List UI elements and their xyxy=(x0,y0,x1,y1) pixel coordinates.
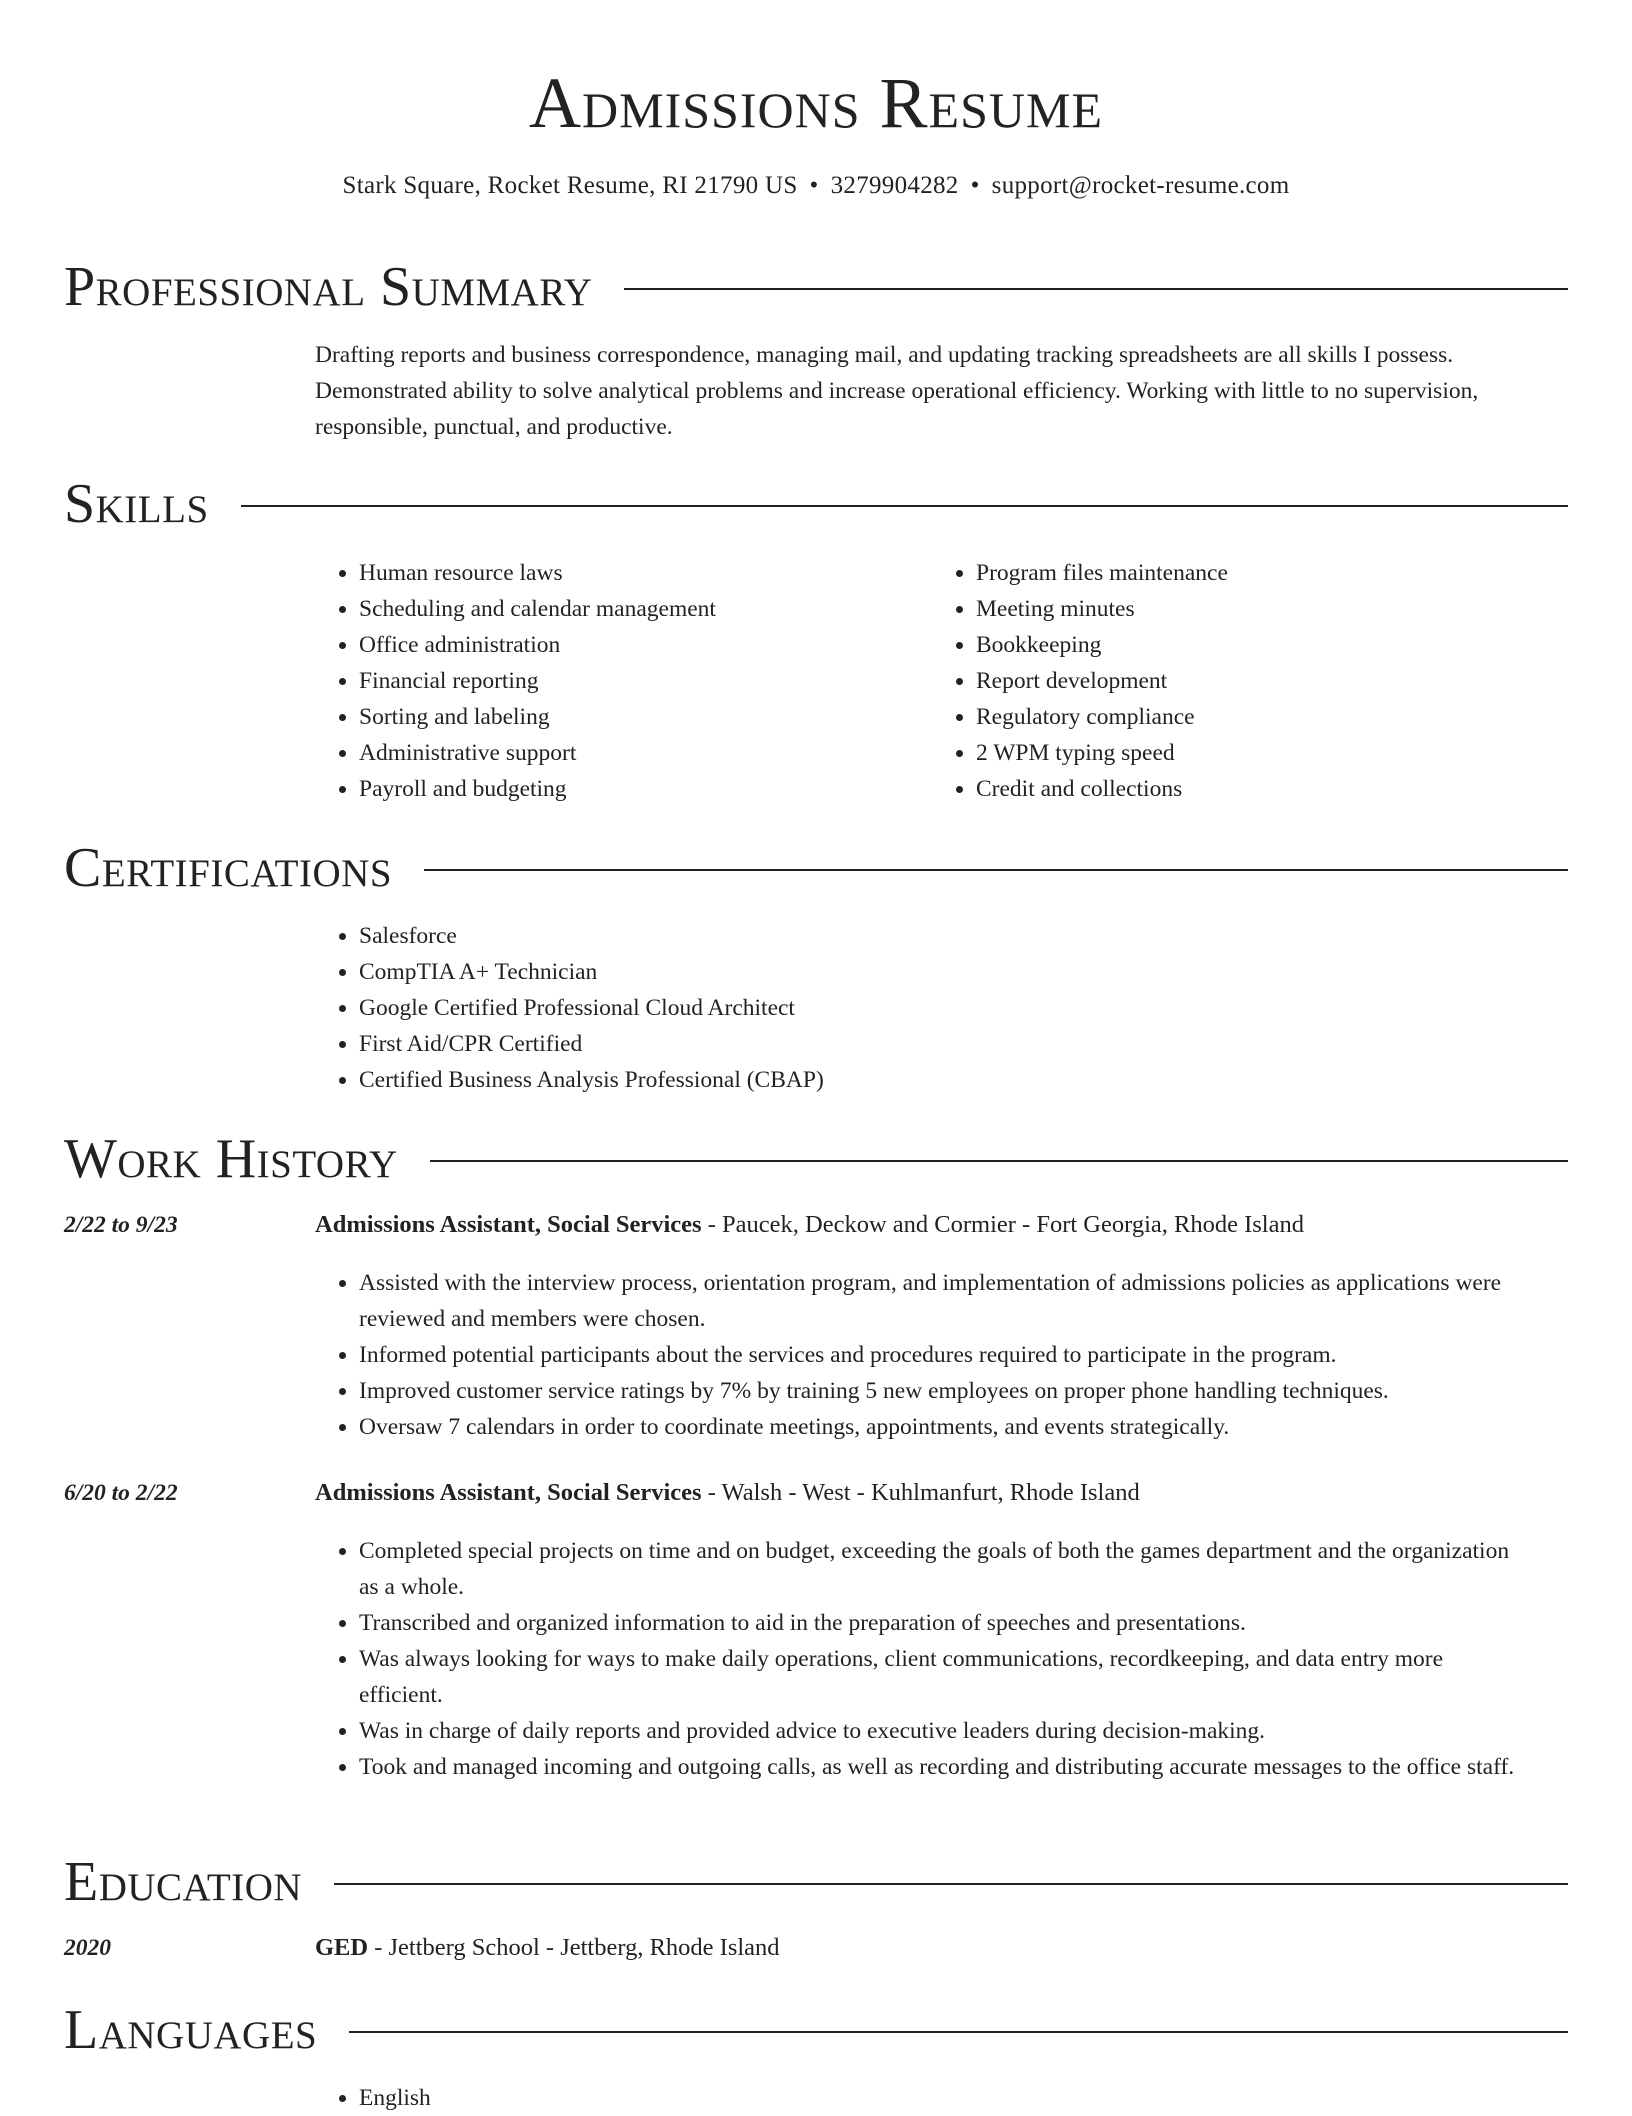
list-item: • Financial reporting xyxy=(359,663,932,699)
skills-section-header xyxy=(64,469,1568,539)
list-item: • Was always looking for ways to make daily operations, client communications, recordkeeping, and data entry more efficient. xyxy=(359,1641,1515,1713)
list-item: • English xyxy=(359,2080,1568,2116)
certifications-section-header xyxy=(64,833,1568,903)
skills-column-right xyxy=(932,555,1549,807)
section-title: Work History xyxy=(64,1128,398,1190)
list-item: • Oversaw 7 calendars in order to coordinate meetings, appointments, and events strategically. xyxy=(359,1409,1515,1445)
job-title-line xyxy=(315,1211,1568,1239)
job-dates: 6/20 to 2/22 xyxy=(64,1480,178,1506)
section-divider xyxy=(424,869,1568,871)
skills-list xyxy=(315,555,1568,807)
section-title: Certifications xyxy=(64,837,393,899)
education-year: 2020 xyxy=(64,1935,111,1961)
section-divider xyxy=(334,1883,1568,1885)
school: - Jettberg School - Jettberg, Rhode Island xyxy=(368,1934,780,1961)
list-item: • Informed potential participants about the services and procedures required to participate in the program. xyxy=(359,1337,1515,1373)
skills-column-left xyxy=(315,555,932,807)
list-item: • Bookkeeping xyxy=(976,627,1549,663)
contact-line xyxy=(64,172,1568,200)
summary-section-header xyxy=(64,252,1568,322)
list-item: • Human resource laws xyxy=(359,555,932,591)
phone: 3279904282 xyxy=(830,172,959,199)
list-item: • Completed special projects on time and on budget, exceeding the goals of both the games department and the organization as a whole. xyxy=(359,1533,1515,1605)
address: Stark Square, Rocket Resume, RI 21790 US xyxy=(342,172,798,199)
certifications-list xyxy=(315,918,1568,1098)
list-item: • Improved customer service ratings by 7% by training 5 new employees on proper phone handling techniques. xyxy=(359,1373,1515,1409)
list-item: • Report development xyxy=(976,663,1549,699)
resume-title: Admissions Resume xyxy=(529,63,1103,143)
list-item: • Regulatory compliance xyxy=(976,699,1549,735)
list-item: • Scheduling and calendar management xyxy=(359,591,932,627)
job-title-line xyxy=(315,1479,1568,1507)
separator: • xyxy=(970,172,980,199)
list-item: • Salesforce xyxy=(359,918,1568,954)
list-item: • Assisted with the interview process, orientation program, and implementation of admissions policies as applications were reviewed and members were chosen. xyxy=(359,1265,1515,1337)
section-divider xyxy=(624,288,1568,290)
list-item: • Administrative support xyxy=(359,735,932,771)
section-divider xyxy=(349,2031,1568,2033)
list-item: • Took and managed incoming and outgoing calls, as well as recording and distributing accurate messages to the office staff. xyxy=(359,1749,1515,1785)
list-item: • Sorting and labeling xyxy=(359,699,932,735)
list-item: • Meeting minutes xyxy=(976,591,1549,627)
languages-section-header xyxy=(64,1995,1568,2065)
list-item: • 2 WPM typing speed xyxy=(976,735,1549,771)
summary-text: Drafting reports and business correspondence, managing mail, and updating tracking spreadsheets are all skills I possess. Demonstrated ability to solve analytical problems and increase operational efficiency. Working with little to no supervision, responsible, punctual, and productive. xyxy=(315,342,1479,440)
list-item: • Program files maintenance xyxy=(976,555,1549,591)
education-line xyxy=(315,1934,1568,1962)
job-employer: - Paucek, Deckow and Cormier - Fort Georgia, Rhode Island xyxy=(701,1211,1304,1238)
job-dates: 2/22 to 9/23 xyxy=(64,1212,178,1238)
list-item: • Credit and collections xyxy=(976,771,1549,807)
work-history-section-header xyxy=(64,1124,1568,1194)
list-item: • Certified Business Analysis Professional (CBAP) xyxy=(359,1062,1568,1098)
list-item: • Office administration xyxy=(359,627,932,663)
list-item: • Payroll and budgeting xyxy=(359,771,932,807)
email: support@rocket-resume.com xyxy=(991,172,1290,199)
education-section-header xyxy=(64,1847,1568,1917)
section-title: Skills xyxy=(64,473,209,535)
list-item: • CompTIA A+ Technician xyxy=(359,954,1568,990)
job-employer: - Walsh - West - Kuhlmanfurt, Rhode Island xyxy=(701,1479,1140,1506)
list-item: • Transcribed and organized information to aid in the preparation of speeches and presentations. xyxy=(359,1605,1515,1641)
job-responsibilities xyxy=(315,1533,1515,1785)
job-role: Admissions Assistant, Social Services xyxy=(315,1479,702,1506)
section-title: Professional Summary xyxy=(64,256,593,318)
section-title: Languages xyxy=(64,1999,318,2061)
job-role: Admissions Assistant, Social Services xyxy=(315,1211,702,1238)
separator: • xyxy=(809,172,819,199)
list-item: • Google Certified Professional Cloud Architect xyxy=(359,990,1568,1026)
languages-list xyxy=(315,2080,1568,2116)
section-divider xyxy=(241,505,1568,507)
list-item: • Was in charge of daily reports and provided advice to executive leaders during decision-making. xyxy=(359,1713,1515,1749)
section-title: Education xyxy=(64,1851,303,1913)
list-item: • First Aid/CPR Certified xyxy=(359,1026,1568,1062)
section-divider xyxy=(430,1160,1568,1162)
job-responsibilities xyxy=(315,1265,1515,1445)
degree: GED xyxy=(315,1934,369,1961)
